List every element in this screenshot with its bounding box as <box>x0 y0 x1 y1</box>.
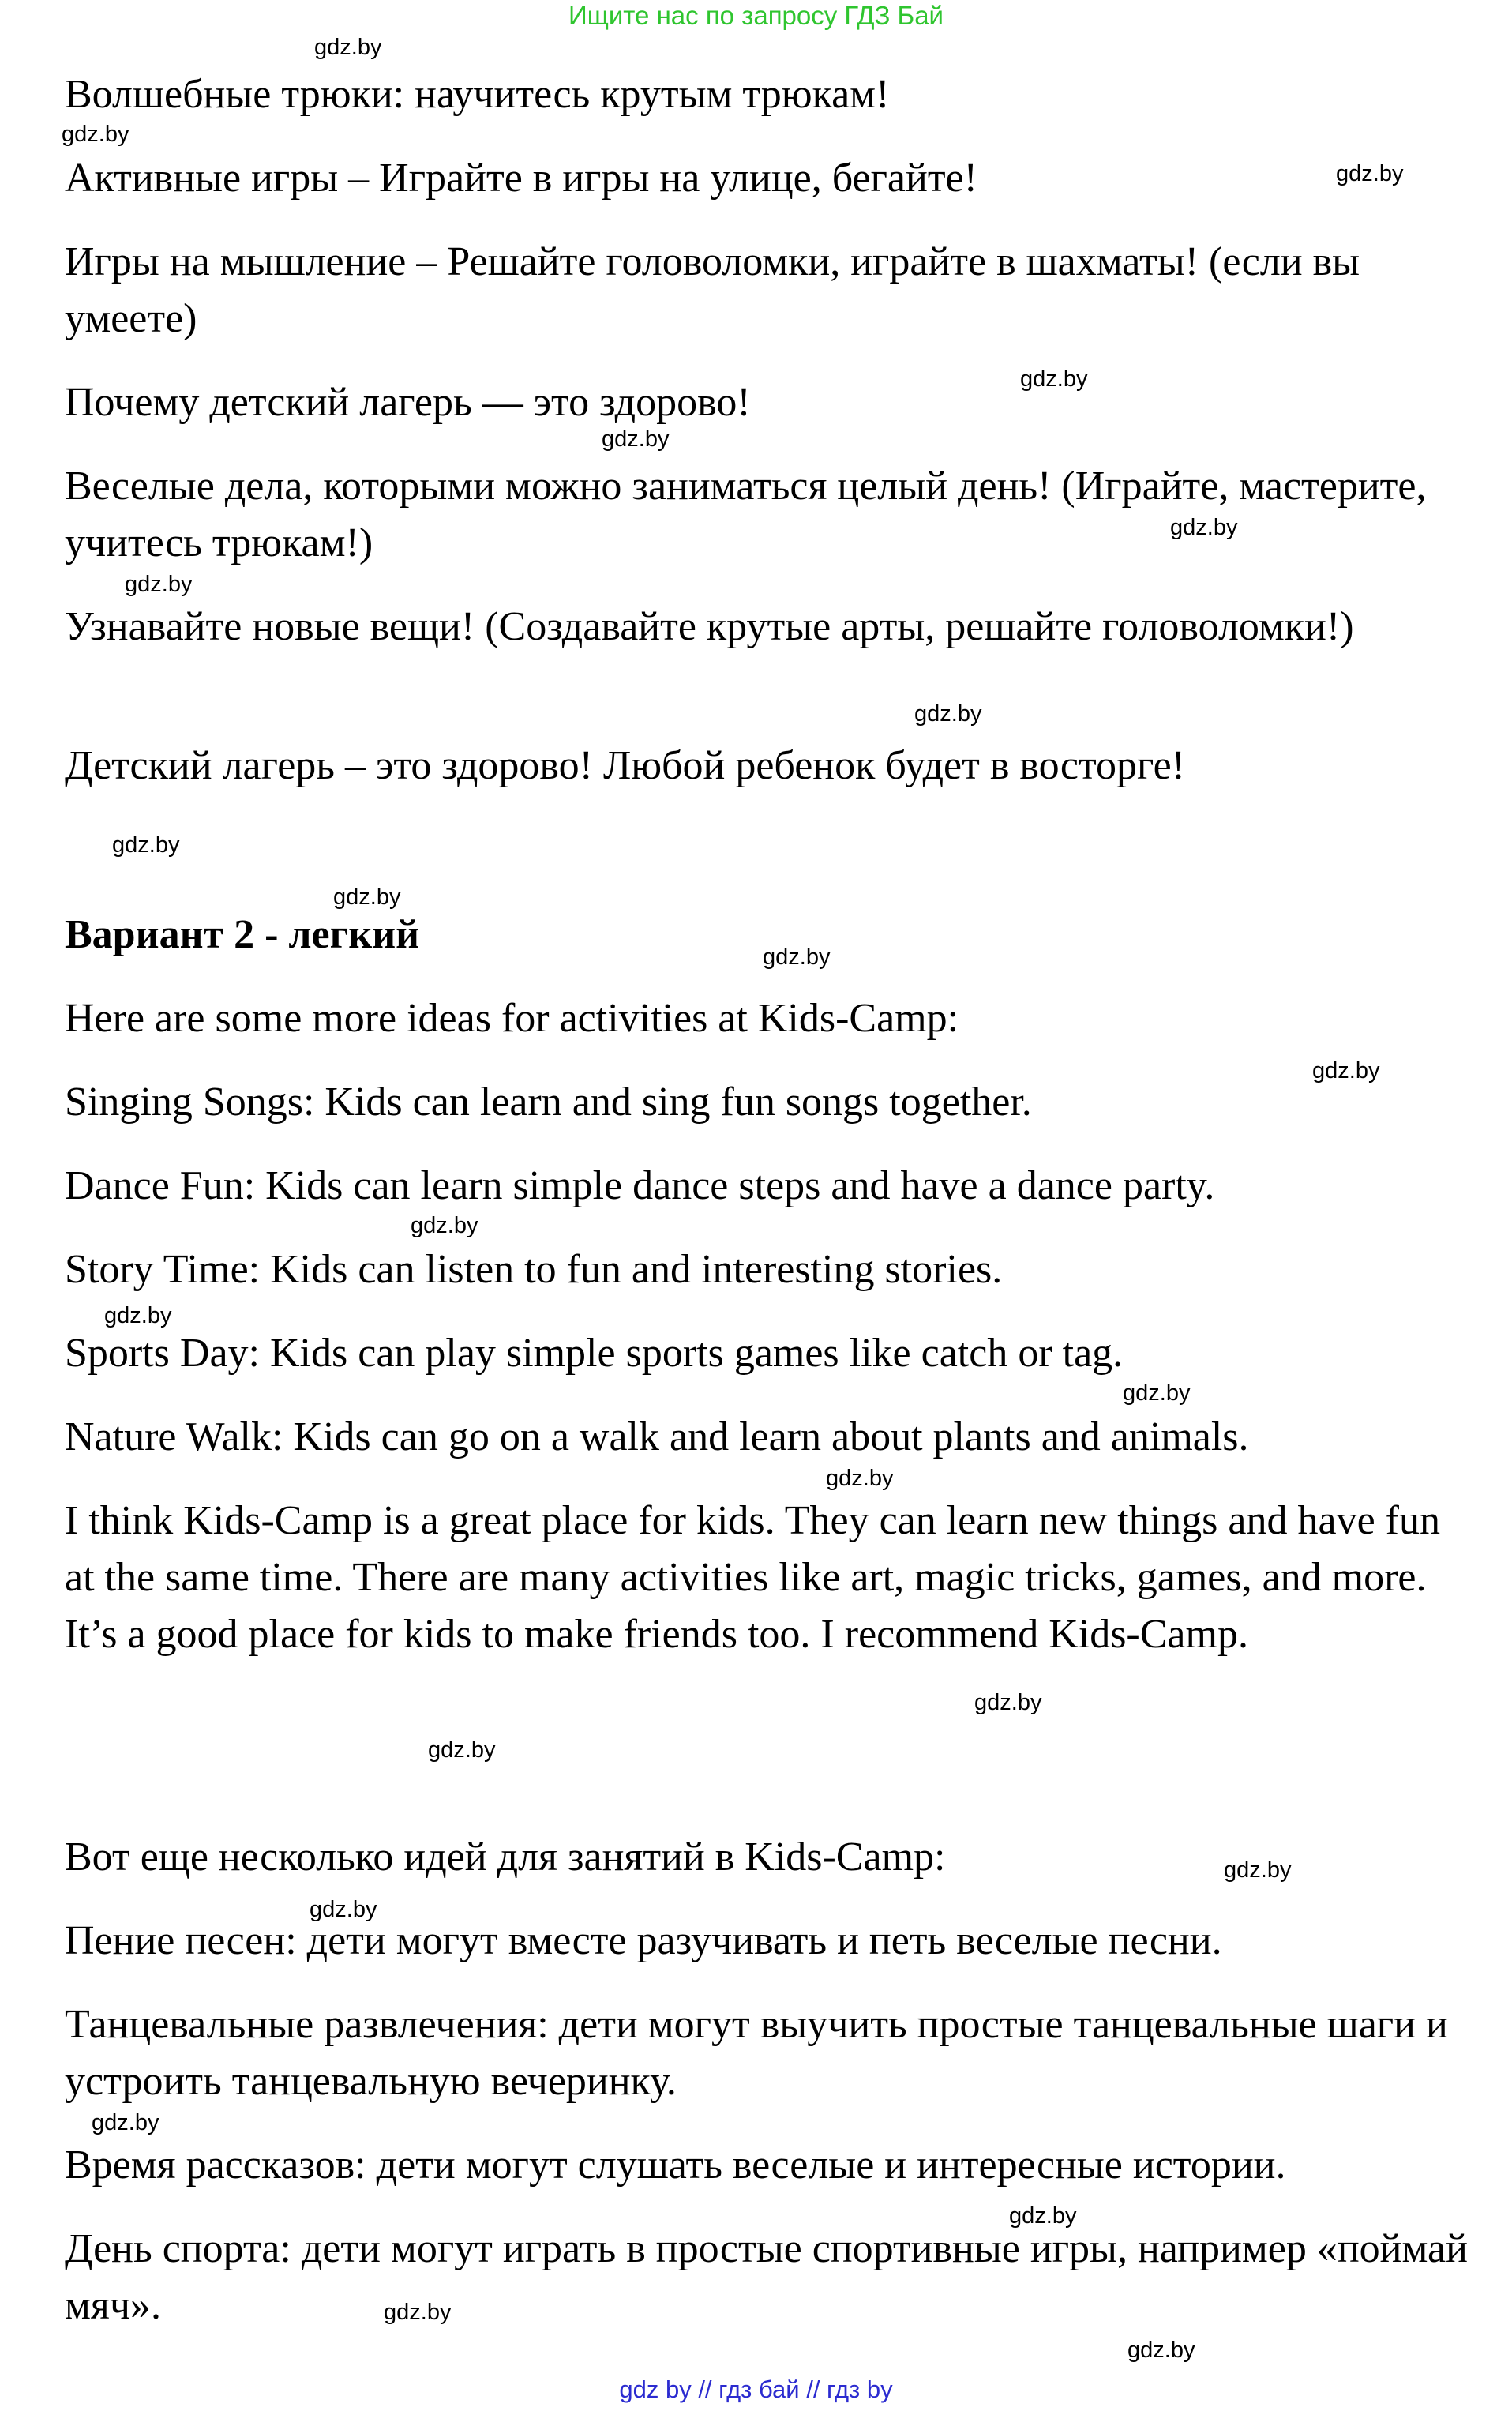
paragraph: Узнавайте новые вещи! (Создавайте крутые арты, решайте головоломки!) <box>65 604 1354 649</box>
paragraph: Вот еще несколько идей для занятий в Kids-Camp: <box>65 1835 946 1880</box>
paragraph: Игры на мышление – Решайте головоломки, играйте в шахматы! (если вы умеете) <box>65 239 1360 341</box>
watermark: gdz.by <box>1170 515 1238 540</box>
paragraph: Волшебные трюки: научитесь крутым трюкам! <box>65 72 890 117</box>
watermark: gdz.by <box>1336 161 1404 186</box>
watermark: gdz.by <box>763 944 831 970</box>
paragraph: Почему детский лагерь — это здорово! <box>65 380 751 425</box>
paragraph: День спорта: дети могут играть в простые спортивные игры, например «поймай мяч». <box>65 2226 1468 2328</box>
paragraph: Время рассказов: дети могут слушать веселые и интересные истории. <box>65 2142 1286 2188</box>
paragraph: Nature Walk: Kids can go on a walk and learn about plants and animals. <box>65 1414 1249 1459</box>
watermark: gdz.by <box>384 2300 452 2325</box>
paragraph: Пение песен: дети могут вместе разучивать и петь веселые песни. <box>65 1918 1222 1963</box>
paragraph: Here are some more ideas for activities at Kids-Camp: <box>65 996 959 1041</box>
watermark: gdz.by <box>112 832 180 858</box>
paragraph: Singing Songs: Kids can learn and sing fun songs together. <box>65 1080 1032 1125</box>
watermark: gdz.by <box>333 884 401 910</box>
watermark: gdz.by <box>1127 2338 1195 2363</box>
watermark: gdz.by <box>92 2110 159 2135</box>
top-banner: Ищите нас по запросу ГДЗ Бай <box>568 1 944 30</box>
footer-links: gdz by // гдз бай // гдз by <box>619 2375 893 2403</box>
watermark: gdz.by <box>428 1737 496 1763</box>
watermark: gdz.by <box>602 426 670 452</box>
watermark: gdz.by <box>62 122 129 147</box>
watermark: gdz.by <box>125 572 193 597</box>
watermark: gdz.by <box>1123 1380 1191 1406</box>
watermark: gdz.by <box>411 1213 478 1238</box>
paragraph: I think Kids-Camp is a great place for kids. They can learn new things and have fun at the same time. There are many activities like art, magic tricks, games, and more. It’s a good place for kids to make friends too. I recommend Kids-Camp. <box>65 1498 1440 1657</box>
paragraph: Веселые дела, которыми можно заниматься целый день! (Играйте, мастерите, учитесь трюкам!) <box>65 464 1427 565</box>
watermark: gdz.by <box>104 1303 172 1328</box>
paragraph: Dance Fun: Kids can learn simple dance steps and have a dance party. <box>65 1163 1215 1208</box>
paragraph: Активные игры – Играйте в игры на улице, бегайте! <box>65 156 977 201</box>
watermark: gdz.by <box>826 1466 894 1491</box>
paragraph: Sports Day: Kids can play simple sports games like catch or tag. <box>65 1331 1124 1376</box>
watermark: gdz.by <box>314 35 382 60</box>
watermark: gdz.by <box>310 1897 377 1922</box>
paragraph: Story Time: Kids can listen to fun and interesting stories. <box>65 1247 1003 1292</box>
watermark: gdz.by <box>914 701 982 727</box>
watermark: gdz.by <box>1020 366 1088 392</box>
paragraph: Детский лагерь – это здорово! Любой ребенок будет в восторге! <box>65 743 1186 788</box>
paragraph: Танцевальные развлечения: дети могут выучить простые танцевальные шаги и устроить танцевальную вечеринку. <box>65 2002 1448 2104</box>
watermark: gdz.by <box>1312 1058 1380 1083</box>
watermark: gdz.by <box>974 1690 1042 1715</box>
watermark: gdz.by <box>1009 2203 1077 2229</box>
variant-heading: Вариант 2 - легкий <box>65 912 420 957</box>
watermark: gdz.by <box>1224 1857 1292 1883</box>
